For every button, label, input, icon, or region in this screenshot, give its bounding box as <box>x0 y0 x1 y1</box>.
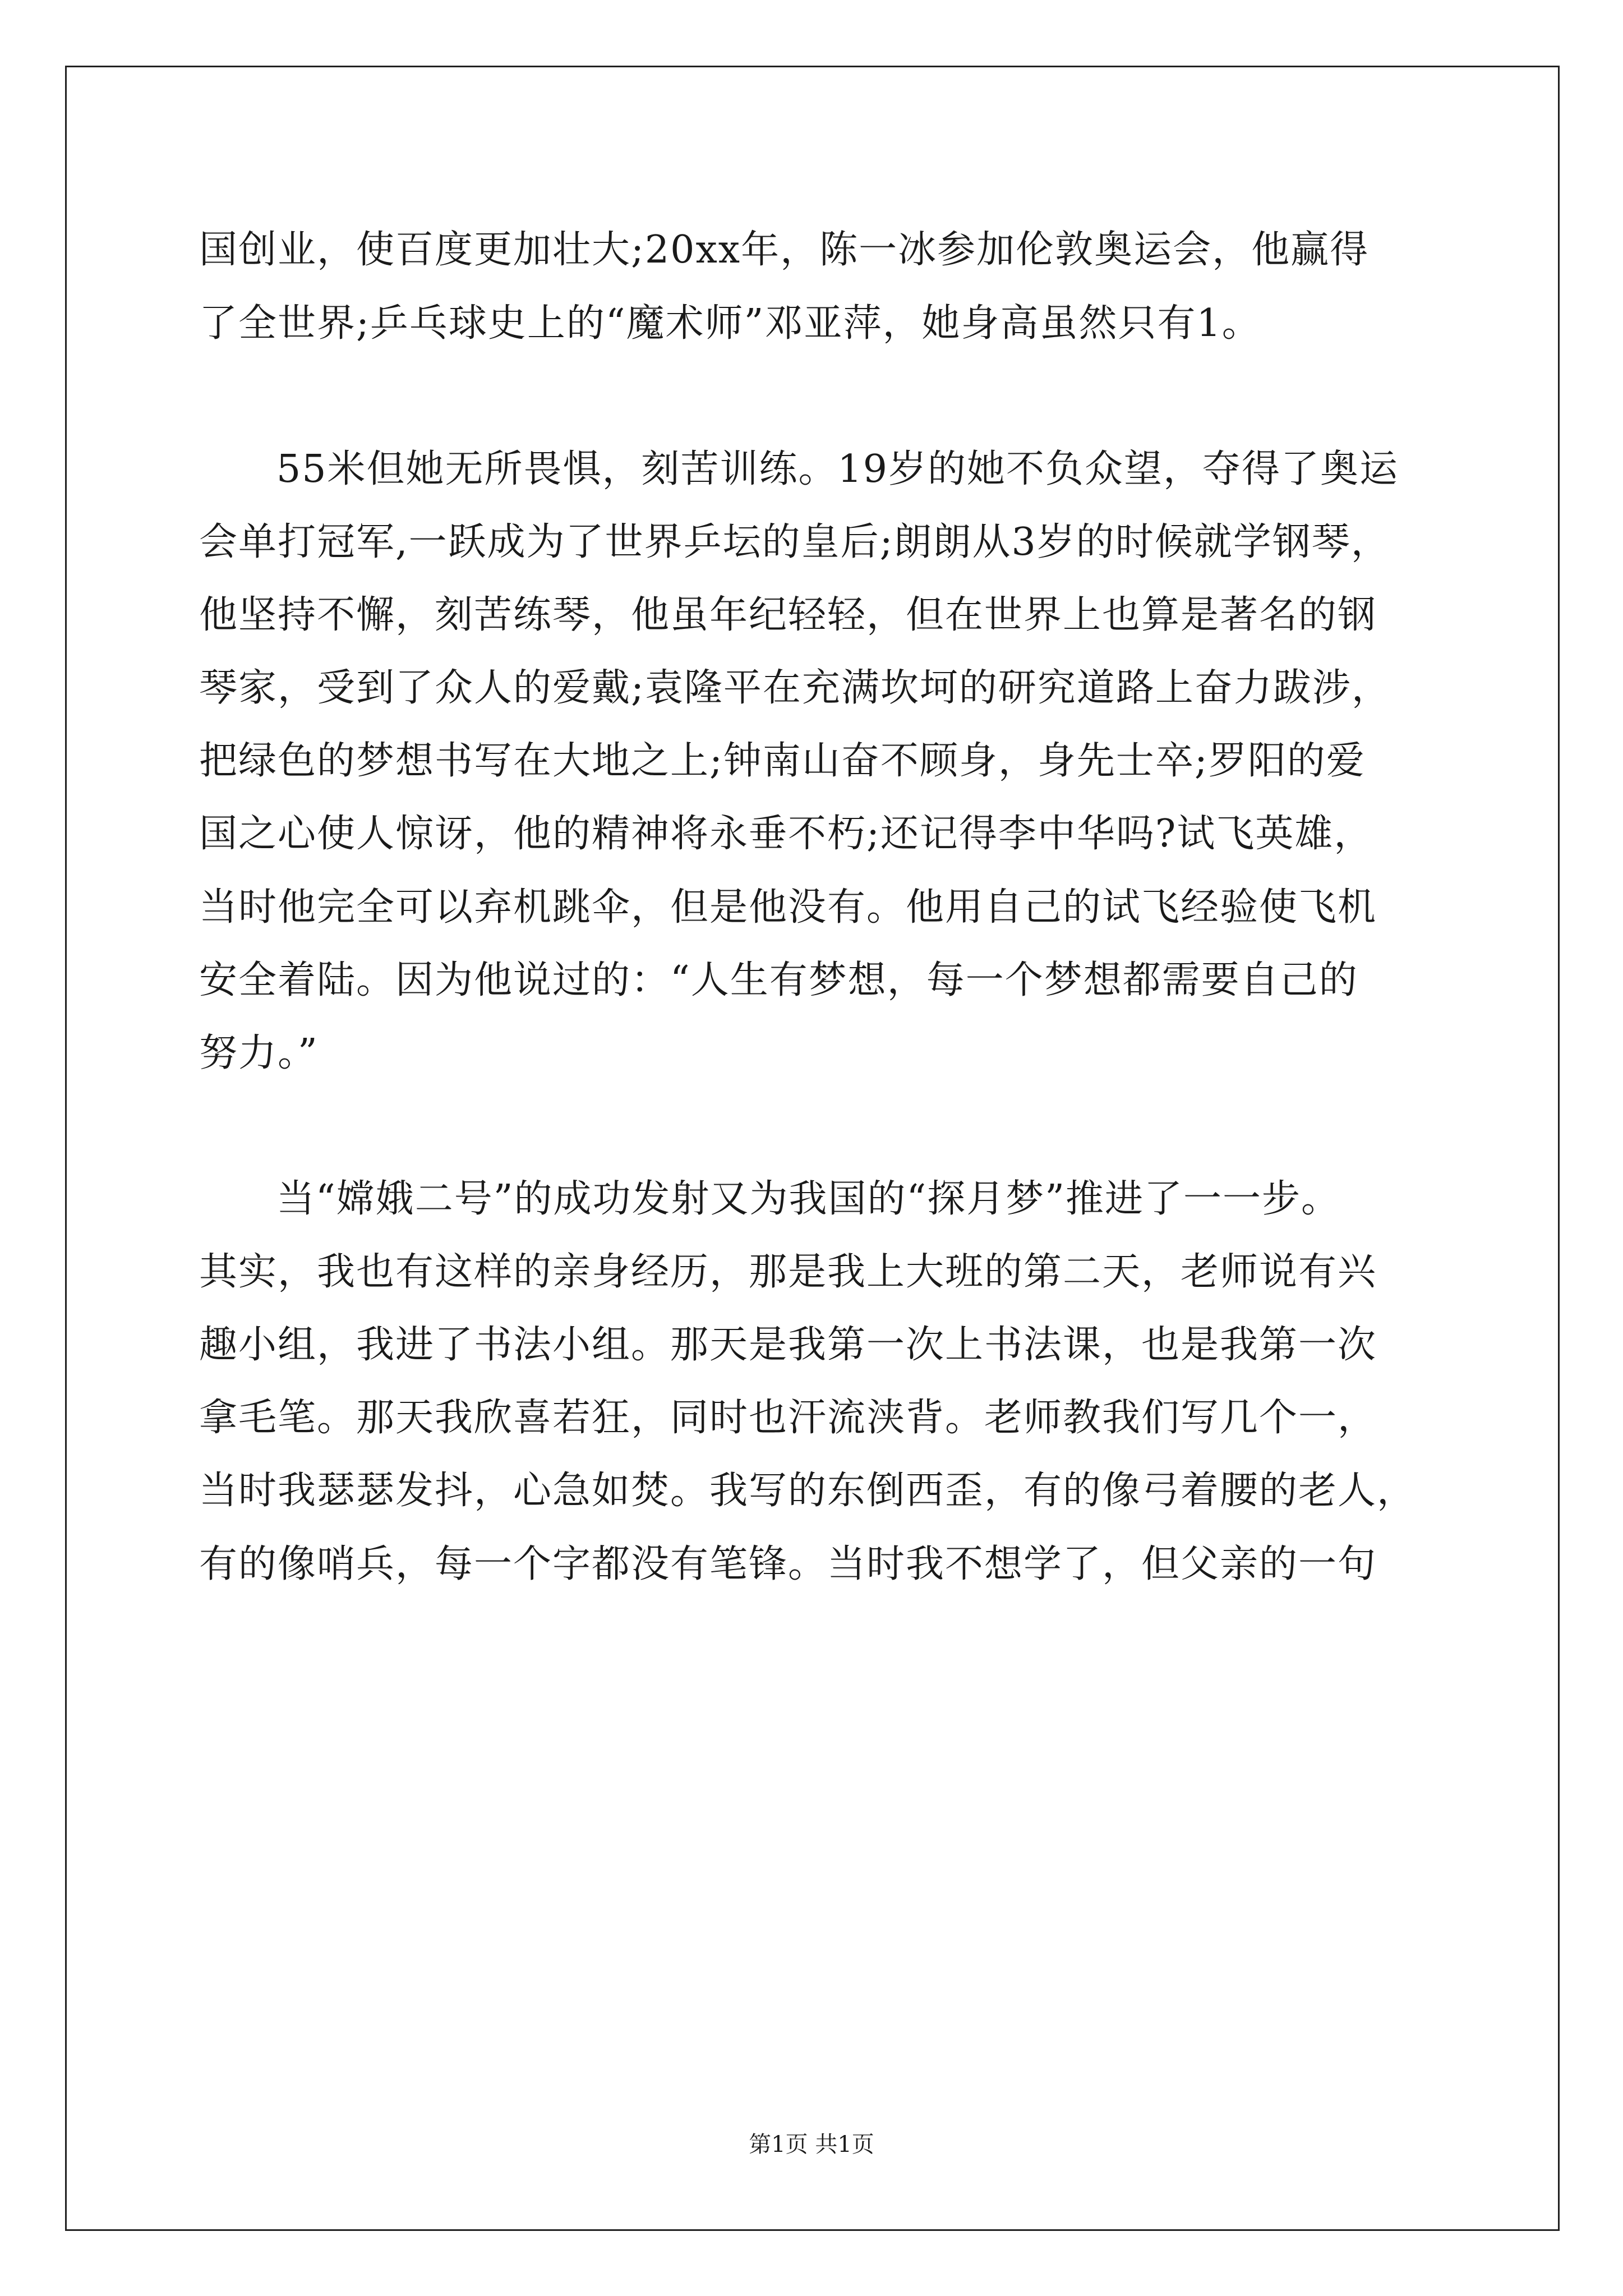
paragraph-start-line: 55米但她无所畏惧，刻苦训练。19岁的她不负众望，夺得了奥运 <box>276 447 1399 491</box>
page-border <box>65 66 1560 2231</box>
text-line: 了全世界;乒乓球史上的“魔术师”邓亚萍，她身高虽然只有1。 <box>199 301 1261 346</box>
text-line: 会单打冠军,一跃成为了世界乒坛的皇后;朗朗从3岁的时候就学钢琴， <box>199 520 1390 564</box>
text-line: 趣小组，我进了书法小组。那天是我第一次上书法课，也是我第一次 <box>199 1323 1377 1367</box>
text-line: 有的像哨兵，每一个字都没有笔锋。当时我不想学了，但父亲的一句 <box>199 1542 1377 1586</box>
text-line: 琴家，受到了众人的爱戴;袁隆平在充满坎坷的研究道路上奋力跋涉， <box>199 666 1391 710</box>
text-line: 努力。” <box>199 1031 319 1075</box>
text-line: 拿毛笔。那天我欣喜若狂，同时也汗流浃背。老师教我们写几个一， <box>199 1396 1377 1440</box>
text-line: 安全着陆。因为他说过的：“人生有梦想，每一个梦想都需要自己的 <box>199 958 1358 1002</box>
text-line: 当时他完全可以弃机跳伞，但是他没有。他用自己的试飞经验使飞机 <box>199 885 1377 930</box>
text-line: 国之心使人惊讶，他的精神将永垂不朽;还记得李中华吗?试飞英雄， <box>199 812 1373 856</box>
text-line: 把绿色的梦想书写在大地之上;钟南山奋不顾身，身先士卒;罗阳的爱 <box>199 739 1366 783</box>
text-line: 国创业，使百度更加壮大;20xx年，陈一冰参加伦敦奥运会，他赢得 <box>199 228 1370 272</box>
text-line: 其实，我也有这样的亲身经历，那是我上大班的第二天，老师说有兴 <box>199 1250 1377 1294</box>
page-number-footer: 第1页 共1页 <box>749 2132 874 2157</box>
paragraph-start-line: 当“嫦娥二号”的成功发射又为我国的“探月梦”推进了一一步。 <box>276 1177 1341 1221</box>
text-line: 他坚持不懈，刻苦练琴，他虽年纪轻轻，但在世界上也算是著名的钢 <box>199 593 1377 637</box>
text-line: 当时我瑟瑟发抖，心急如焚。我写的东倒西歪，有的像弓着腰的老人， <box>199 1469 1417 1513</box>
